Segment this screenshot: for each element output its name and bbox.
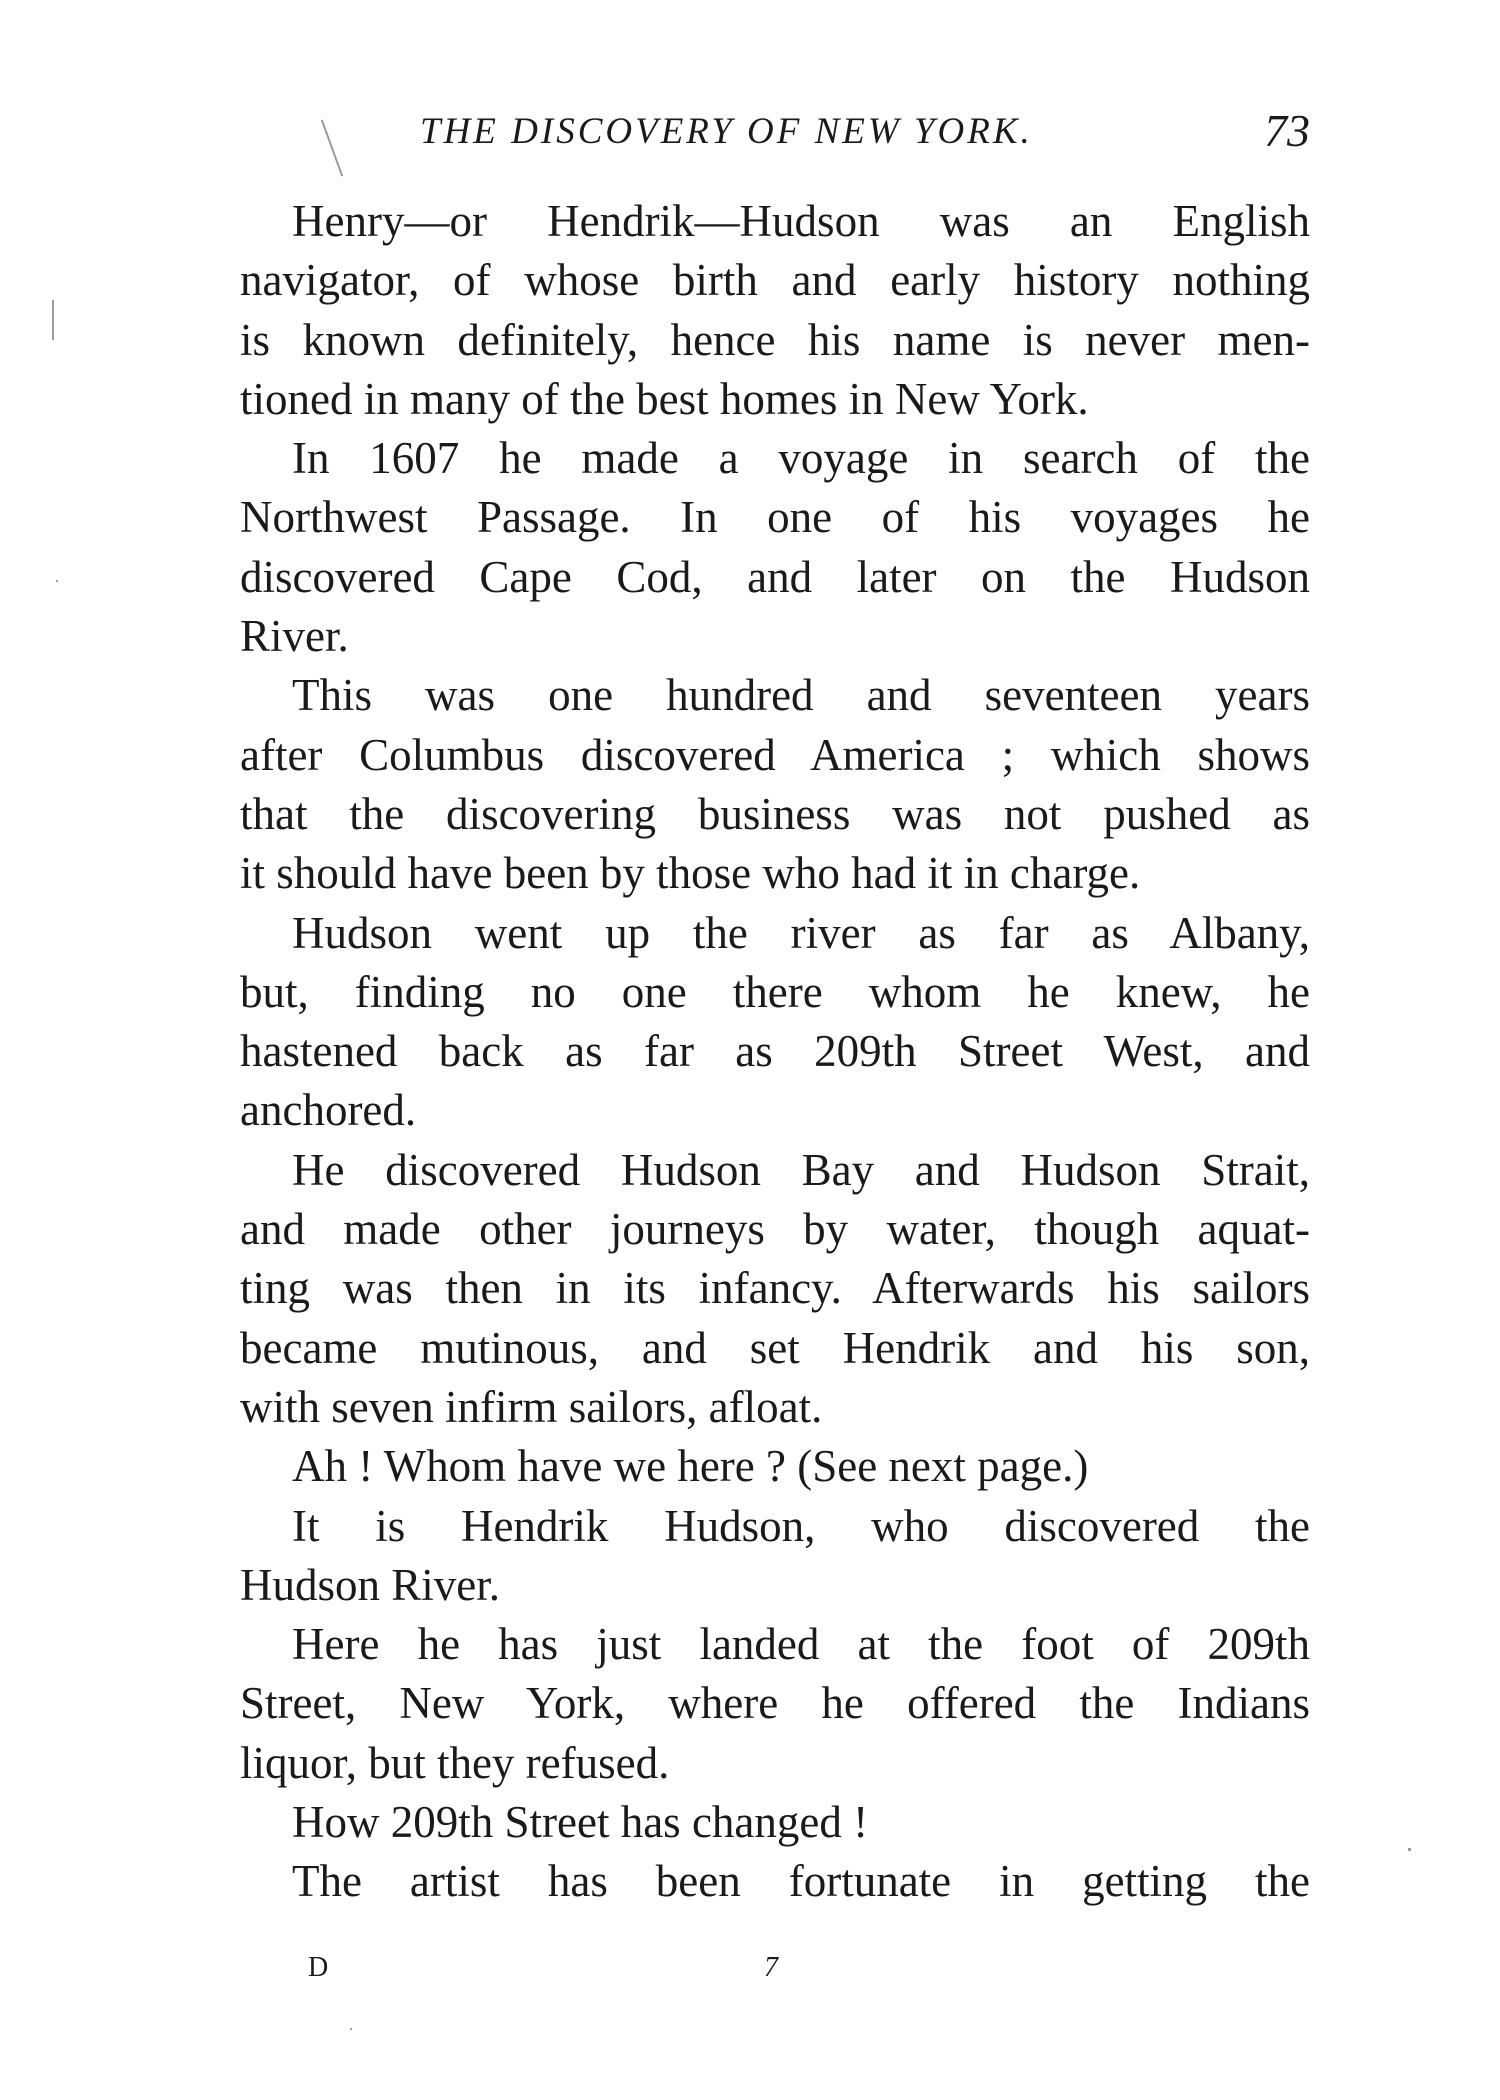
body-text: [240, 192, 1310, 1912]
text-line: after Columbus discovered America ; which shows: [240, 729, 1310, 780]
text-line: Henry—or Hendrik—Hudson was an English: [292, 196, 1310, 246]
text-line: Street, New York, where he offered the Indians: [240, 1678, 1310, 1729]
text-line: This was one hundred and seventeen years: [292, 670, 1310, 721]
text-line: discovered Cape Cod, and later on the Hudson: [240, 551, 1310, 602]
signature-number: 7: [764, 1952, 778, 1983]
text-line: that the discovering business was not pushed as: [240, 788, 1310, 839]
text-line: and made other journeys by water, though aquat-: [240, 1204, 1310, 1255]
text-line: ting was then in its infancy. Afterwards his sailors: [240, 1263, 1310, 1314]
scan-speck: [56, 580, 58, 582]
text-line: The artist has been fortunate in getting the: [292, 1856, 1310, 1907]
scan-speck: [350, 2028, 352, 2030]
text-line: Hudson went up the river as far as Albany,: [292, 907, 1310, 958]
text-line: In 1607 he made a voyage in search of the: [292, 433, 1310, 484]
scan-speck: [52, 300, 54, 340]
text-line: Here he has just landed at the foot of 209th: [292, 1619, 1310, 1670]
text-line: navigator, of whose birth and early history nothing: [240, 255, 1310, 306]
text-line: Hudson River.: [240, 1559, 501, 1610]
running-title: THE DISCOVERY OF NEW YORK.: [420, 111, 1033, 152]
text-line: He discovered Hudson Bay and Hudson Strait,: [292, 1144, 1310, 1195]
text-line: but, finding no one there whom he knew, he: [240, 966, 1310, 1017]
text-line: with seven infirm sailors, afloat.: [240, 1381, 823, 1432]
text-line: is known definitely, hence his name is never men-: [240, 314, 1310, 365]
running-head: [240, 104, 1310, 164]
signature-letter: D: [308, 1952, 329, 1983]
text-line: anchored.: [240, 1085, 417, 1136]
text-line: River.: [240, 611, 349, 662]
text-line: it should have been by those who had it in charge.: [240, 848, 1141, 899]
page-number: 73: [1264, 105, 1310, 156]
text-line: tioned in many of the best homes in New York.: [240, 373, 1089, 424]
signature-mark: [0, 1952, 1500, 1992]
text-line: How 209th Street has changed !: [292, 1797, 869, 1848]
text-line: liquor, but they refused.: [240, 1737, 670, 1788]
text-line: Northwest Passage. In one of his voyages he: [240, 492, 1310, 543]
text-line: It is Hendrik Hudson, who discovered the: [292, 1500, 1310, 1551]
scan-speck: [1408, 1848, 1411, 1851]
text-line: became mutinous, and set Hendrik and his son,: [240, 1322, 1310, 1373]
text-line: Ah ! Whom have we here ? (See next page.): [292, 1441, 1089, 1492]
text-line: hastened back as far as 209th Street West, and: [240, 1026, 1310, 1077]
